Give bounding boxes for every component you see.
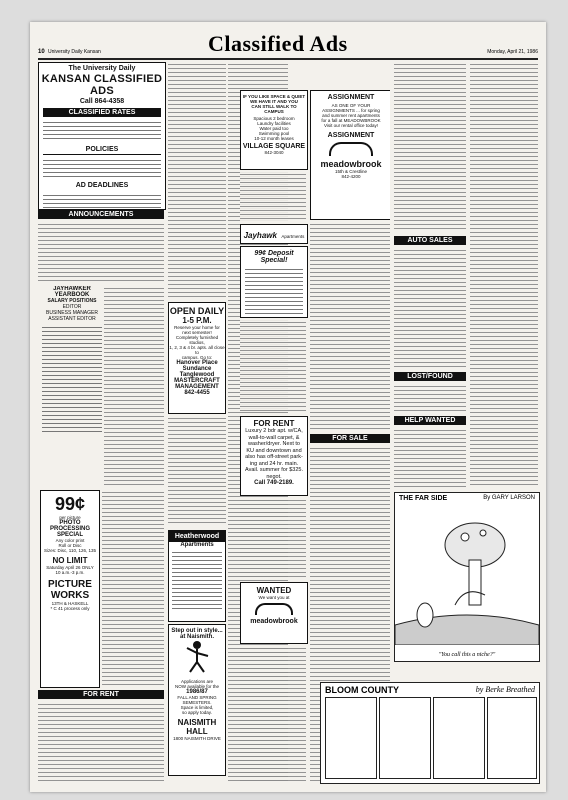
assignment-ad <box>310 90 390 220</box>
photo-processing-ad <box>40 490 100 688</box>
yearbook-l3: SALARY POSITIONS <box>47 298 97 304</box>
for-rent-header-1: FOR RENT <box>38 690 164 699</box>
forrent-l3: wall-to-wall carpet, & <box>248 434 300 441</box>
deposit-title: 99¢ Deposit Special! <box>254 250 294 264</box>
assign-l6: Visit our rental office today! <box>323 123 379 128</box>
assign-name: meadowbrook <box>320 159 382 169</box>
village-l6: Water paid too <box>259 126 289 131</box>
assign-sub: 15th & Crestline <box>334 169 368 174</box>
village-square-ad <box>240 90 308 170</box>
village-l4: Spacious 2 bedroom <box>253 116 295 121</box>
photo-store2: WORKS <box>50 590 90 601</box>
naismith-name1: NAISMITH <box>177 718 217 727</box>
heatherwood-ad <box>168 530 226 622</box>
for-sale-header: FOR SALE <box>310 434 390 443</box>
forrent-l8: Avail. summer for $325. <box>245 467 303 473</box>
forrent-l5: KU and downtown and <box>246 447 302 454</box>
ucdk-phone: Call 864-4358 <box>79 98 125 105</box>
photo-price: 99¢ <box>54 494 86 514</box>
open-l4: next semester! <box>182 330 212 335</box>
forrent-l9: negot. <box>266 473 282 480</box>
village-l8: 10-12 month leases <box>254 136 294 141</box>
open-p2: Sundance <box>182 366 212 372</box>
village-name: VILLAGE SQUARE <box>242 143 306 150</box>
open-mgmt2: MANAGEMENT <box>175 384 219 390</box>
ucdk-line1: The University Daily <box>68 65 136 72</box>
forrent-l2: Luxury 2 bdr apt. w/CA, <box>245 428 303 434</box>
forrent-l6: also has off-street park- <box>245 454 303 460</box>
newspaper-page <box>30 22 546 792</box>
naismith-l6: FALL AND SPRING <box>177 695 217 700</box>
naismith-l2: at Naismith. <box>179 634 214 640</box>
yearbook-ad <box>42 286 102 486</box>
photo-sub3: SPECIAL <box>56 532 83 538</box>
village-l2: WE HAVE IT AND YOU <box>250 99 298 104</box>
for-rent-box <box>240 416 308 496</box>
open-mgmt1: MASTERCRAFT <box>174 378 220 384</box>
open-p1: Hanover Place <box>176 360 218 366</box>
open-l3: Reserve your home for <box>174 325 220 330</box>
ucdk-line2: KANSAN CLASSIFIED ADS <box>41 73 163 97</box>
open-l2: 1-5 P.M. <box>182 316 212 325</box>
page-number: 10 <box>38 49 45 55</box>
jayhawk-sub: Apartments <box>281 234 305 239</box>
column-1 <box>38 62 166 784</box>
photo-line1: Any color print <box>55 538 85 543</box>
naismith-name2: HALL <box>186 727 208 736</box>
bloom-panel-2 <box>379 697 431 779</box>
open-l5: Completely furnished studios, <box>175 335 219 345</box>
meadowbrook-logo-icon-2 <box>329 142 373 156</box>
village-l3: CAN STILL WALK TO CAMPUS <box>251 104 297 114</box>
open-l7: campus. Go to: <box>181 355 213 360</box>
photo-nolimit: NO LIMIT <box>52 556 88 565</box>
yearbook-l4: EDITOR <box>62 304 82 310</box>
assign-l3: ASSIGNMENTS ... for spring <box>322 108 380 113</box>
naismith-l8: Space is limited, <box>180 705 214 710</box>
photo-store1: PICTURE <box>48 579 92 590</box>
section-title: Classified Ads <box>208 31 348 56</box>
yearbook-l5: BUSINESS MANAGER <box>46 310 98 316</box>
heatherwood-sub: Apartments <box>180 542 214 548</box>
forrent-l4: washer/dryer. Next to <box>248 441 300 447</box>
rates-heading: CLASSIFIED RATES <box>43 108 161 117</box>
meadowbrook-logo-icon <box>255 603 293 615</box>
assign-l1: ASSIGNMENT <box>327 94 375 101</box>
column-6 <box>470 62 538 784</box>
assign-l7: ASSIGNMENT <box>327 132 375 139</box>
village-phone: 842-3040 <box>264 150 284 155</box>
assign-phone: 842-4200 <box>341 174 361 179</box>
open-l1: OPEN DAILY <box>169 306 225 316</box>
naismith-l1: Step out in style... <box>171 628 223 634</box>
naismith-addr: 1800 NAISMITH DRIVE <box>173 736 221 741</box>
photo-note: * C 41 process only <box>50 606 90 611</box>
policies-heading: POLICIES <box>43 145 161 155</box>
bloom-panel-4 <box>487 697 537 779</box>
bloom-panel-3 <box>433 697 485 779</box>
forrent-l1: FOR RENT <box>253 419 295 428</box>
naismith-l3: Applications are <box>180 679 214 684</box>
photo-line2: Roll or Disc <box>58 543 82 548</box>
bloom-panel-1 <box>325 697 377 779</box>
dancer-illustration <box>182 640 212 674</box>
wanted-ad <box>240 582 308 644</box>
naismith-l5: 1986/87 <box>186 689 208 695</box>
assign-l4: and summer rent apartments <box>322 113 380 118</box>
far-side-author: By GARY LARSON <box>483 495 535 501</box>
forrent-phone: Call 749-2189. <box>254 480 294 486</box>
page-header <box>38 30 538 60</box>
publication-name: University Daily Kansan <box>48 49 101 55</box>
naismith-l9: so apply today. <box>182 710 212 715</box>
announcements-header: ANNOUNCEMENTS <box>38 210 164 219</box>
open-l6: 1, 2, 3 & 4 br. apts. all close to <box>169 345 225 355</box>
forrent-l7: ing and 24 hr. main. <box>249 460 299 467</box>
jayhawk-apartments-ad <box>240 224 308 244</box>
far-side-mushroom-drawing <box>395 505 539 645</box>
bloom-county-comic <box>320 682 540 784</box>
wanted-name: meadowbrook <box>250 618 298 625</box>
bloom-author: by Berke Breathed <box>475 685 535 694</box>
issue-date: Monday, April 21, 1986 <box>487 49 538 55</box>
heatherwood-title: Heatherwood <box>169 531 225 542</box>
naismith-l4: NOW available for the <box>174 684 220 689</box>
far-side-comic <box>394 492 540 662</box>
photo-hours: 10 a.m.-3 p.m. <box>55 570 85 575</box>
far-side-caption: "You call this a niche?" <box>438 652 496 658</box>
wanted-l1: WANTED <box>256 586 292 595</box>
auto-sales-header: AUTO SALES <box>394 236 466 245</box>
village-l7: Swimming pool <box>258 131 290 136</box>
open-phone: 842-4455 <box>184 390 210 396</box>
village-l5: Laundry facilities <box>257 121 291 126</box>
bloom-title: BLOOM COUNTY <box>325 685 399 695</box>
far-side-title: THE FAR SIDE <box>399 495 448 502</box>
yearbook-l6: ASSISTANT EDITOR <box>48 316 96 322</box>
wanted-l2: We want you at <box>258 595 290 600</box>
classified-info-box <box>38 62 166 210</box>
photo-sub2: PHOTO PROCESSING <box>49 520 90 532</box>
deposit-special-ad <box>240 246 308 318</box>
lost-found-header: LOST/FOUND <box>394 372 466 381</box>
naismith-ad <box>168 624 226 776</box>
column-5 <box>394 62 466 784</box>
column-4 <box>310 62 390 784</box>
photo-address: 13TH & HASKELL <box>51 601 89 606</box>
deadlines-heading: AD DEADLINES <box>43 181 161 190</box>
photo-sub1: per picture <box>59 515 81 520</box>
assign-l2: AS ONE OF YOUR <box>331 103 371 108</box>
yearbook-l1: JAYHAWKER <box>53 286 91 292</box>
photo-dates: Saturday April 26 ONLY <box>46 565 94 570</box>
jayhawk-title: Jayhawk <box>243 231 277 240</box>
open-daily-ad <box>168 302 226 414</box>
yearbook-l2: YEARBOOK <box>54 292 90 298</box>
naismith-l7: SEMESTERS. <box>182 700 212 705</box>
help-wanted-header: HELP WANTED <box>394 416 466 425</box>
village-l1: IF YOU LIKE SPACE & QUIET <box>242 94 306 99</box>
assign-l5: for a fall at MEADOWBROOK <box>321 118 381 123</box>
photo-line3: Sizes: Disc, 110, 126, 135 <box>44 548 96 553</box>
open-p3: Tanglewood <box>179 372 215 378</box>
